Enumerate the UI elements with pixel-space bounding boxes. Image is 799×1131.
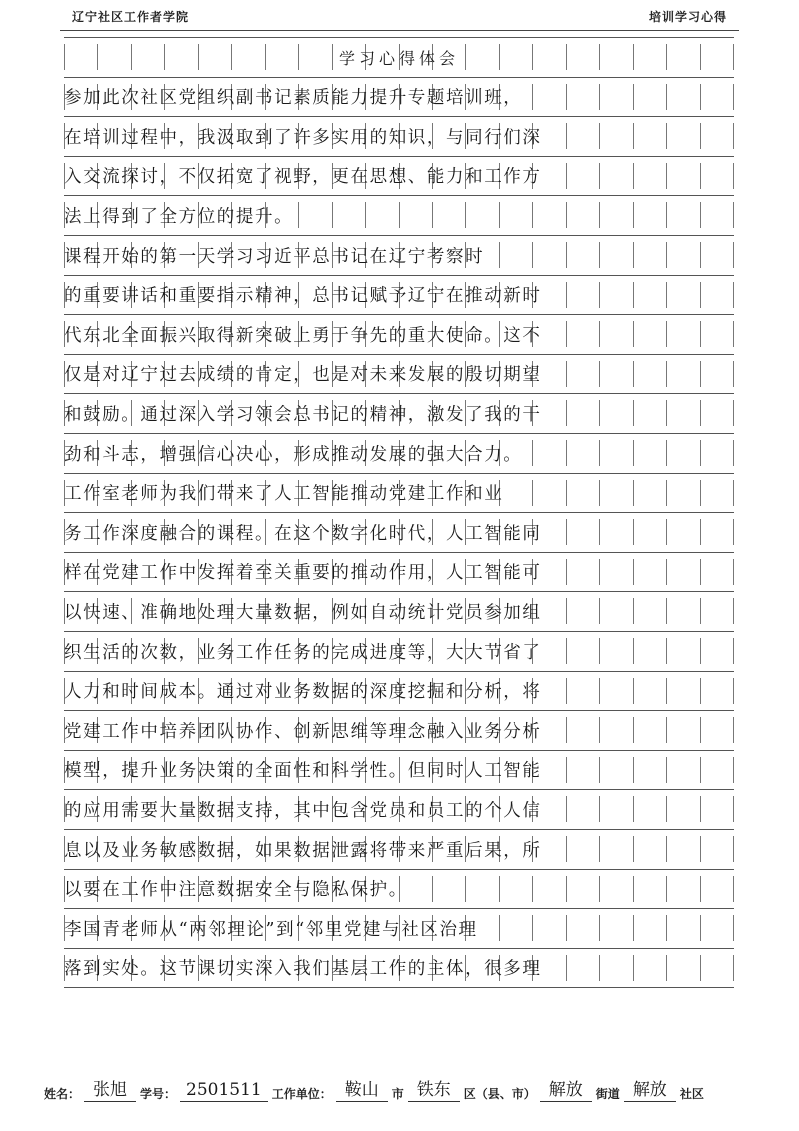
essay-line: 样在党建工作中发挥着至关重要的推动作用，人工智能可 <box>64 563 542 584</box>
grid-line <box>64 37 734 38</box>
essay-line: 落到实处。这节课切实深入我们基层工作的主体，很多理 <box>64 959 542 980</box>
essay-line: 代东北全面振兴取得新突破上勇于争先的重大使命。这不 <box>64 325 542 346</box>
essay-row <box>64 361 734 387</box>
essay-row <box>64 598 734 624</box>
essay-title: 学习心得体会 <box>338 48 459 68</box>
title-row <box>64 44 734 70</box>
grid-line <box>64 116 734 117</box>
grid-line <box>64 314 734 315</box>
district-value: 铁东 <box>408 1079 460 1102</box>
essay-line: 模型，提升业务决策的全面性和科学性。但同时人工智能 <box>64 761 542 782</box>
essay-line: 人力和时间成本。通过对业务数据的深度挖掘和分析，将 <box>64 682 542 703</box>
essay-row <box>64 84 734 110</box>
student-id-label: 学号： <box>140 1087 177 1101</box>
grid-line <box>64 869 734 870</box>
grid-line <box>64 235 734 236</box>
grid-line <box>64 671 734 672</box>
grid-line <box>64 433 734 434</box>
grid-line <box>64 275 734 276</box>
essay-row <box>64 638 734 664</box>
essay-row <box>64 836 734 862</box>
grid-line <box>64 156 734 157</box>
essay-line: 劲和斗志，增强信心决心，形成推动发展的强大合力。 <box>64 444 523 465</box>
name-value: 张旭 <box>84 1079 136 1102</box>
essay-line: 息以及业务敏感数据，如果数据泄露将带来严重后果，所 <box>64 840 542 861</box>
header-right-text: 培训学习心得 <box>648 10 727 24</box>
essay-line: 的应用需要大量数据支持，其中包含党员和员工的个人信 <box>64 800 542 821</box>
grid-line <box>64 750 734 751</box>
grid-line <box>64 948 734 949</box>
grid-line <box>64 987 734 988</box>
essay-row <box>64 519 734 545</box>
district-suffix: 区（县、市） <box>463 1087 536 1101</box>
grid-line <box>64 195 734 196</box>
footer-info-bar <box>44 1076 759 1102</box>
community-value: 解放 <box>624 1079 676 1102</box>
street-suffix: 街道 <box>595 1087 620 1101</box>
essay-row <box>64 242 734 268</box>
composition-grid-sheet <box>64 44 734 1074</box>
essay-line: 以要在工作中注意数据安全与隐私保护。 <box>64 880 408 901</box>
essay-line: 参加此次社区党组织副书记素质能力提升专题培训班， <box>64 88 523 109</box>
essay-line: 仅是对辽宁过去成绩的肯定，也是对未来发展的殷切期望 <box>64 365 542 386</box>
grid-line <box>64 512 734 513</box>
grid-line <box>64 393 734 394</box>
essay-row <box>64 955 734 981</box>
essay-line: 党建工作中培养团队协作、创新思维等理念融入业务分析 <box>64 721 542 742</box>
essay-row <box>64 163 734 189</box>
essay-line: 李国青老师从“两邻理论”到“邻里党建与社区治理 <box>64 919 478 940</box>
essay-line: 在培训过程中，我汲取到了许多实用的知识，与同行们深 <box>64 127 542 148</box>
student-id-value: 2501511 <box>180 1079 268 1102</box>
essay-row <box>64 321 734 347</box>
grid-line <box>64 829 734 830</box>
grid-line <box>64 908 734 909</box>
essay-row <box>64 282 734 308</box>
city-suffix: 市 <box>391 1087 404 1101</box>
grid-line <box>64 789 734 790</box>
grid-line <box>64 591 734 592</box>
essay-row <box>64 440 734 466</box>
grid-line <box>64 354 734 355</box>
header-left-text: 辽宁社区工作者学院 <box>72 10 190 24</box>
essay-row <box>64 757 734 783</box>
essay-row <box>64 717 734 743</box>
essay-line: 课程开始的第一天学习习近平总书记在辽宁考察时 <box>64 246 485 267</box>
grid-line <box>64 631 734 632</box>
essay-line: 法上得到了全方位的提升。 <box>64 206 294 227</box>
essay-line: 入交流探讨，不仅拓宽了视野，更在思想、能力和工作方 <box>64 167 542 188</box>
essay-line: 织生活的次数，业务工作任务的完成进度等，大大节省了 <box>64 642 542 663</box>
essay-row <box>64 123 734 149</box>
essay-line: 和鼓励。通过深入学习领会总书记的精神，激发了我的干 <box>64 404 542 425</box>
street-value: 解放 <box>540 1079 592 1102</box>
essay-row <box>64 559 734 585</box>
work-unit-label: 工作单位： <box>271 1087 332 1101</box>
grid-line <box>64 710 734 711</box>
essay-row <box>64 678 734 704</box>
essay-row <box>64 915 734 941</box>
city-value: 鞍山 <box>336 1079 388 1102</box>
grid-line <box>64 473 734 474</box>
name-label: 姓名： <box>44 1087 81 1101</box>
community-suffix: 社区 <box>679 1087 704 1101</box>
essay-row <box>64 876 734 902</box>
header-divider <box>60 30 739 31</box>
essay-line: 工作室老师为我们带来了人工智能推动党建工作和业 <box>64 484 504 505</box>
essay-row <box>64 400 734 426</box>
essay-line: 务工作深度融合的课程。在这个数字化时代，人工智能同 <box>64 523 542 544</box>
essay-line: 以快速、准确地处理大量数据，例如自动统计党员参加组 <box>64 602 542 623</box>
grid-line <box>64 77 734 78</box>
essay-row <box>64 202 734 228</box>
essay-row <box>64 796 734 822</box>
essay-row <box>64 480 734 506</box>
grid-line <box>64 552 734 553</box>
essay-line: 的重要讲话和重要指示精神，总书记赋予辽宁在推动新时 <box>64 286 542 307</box>
